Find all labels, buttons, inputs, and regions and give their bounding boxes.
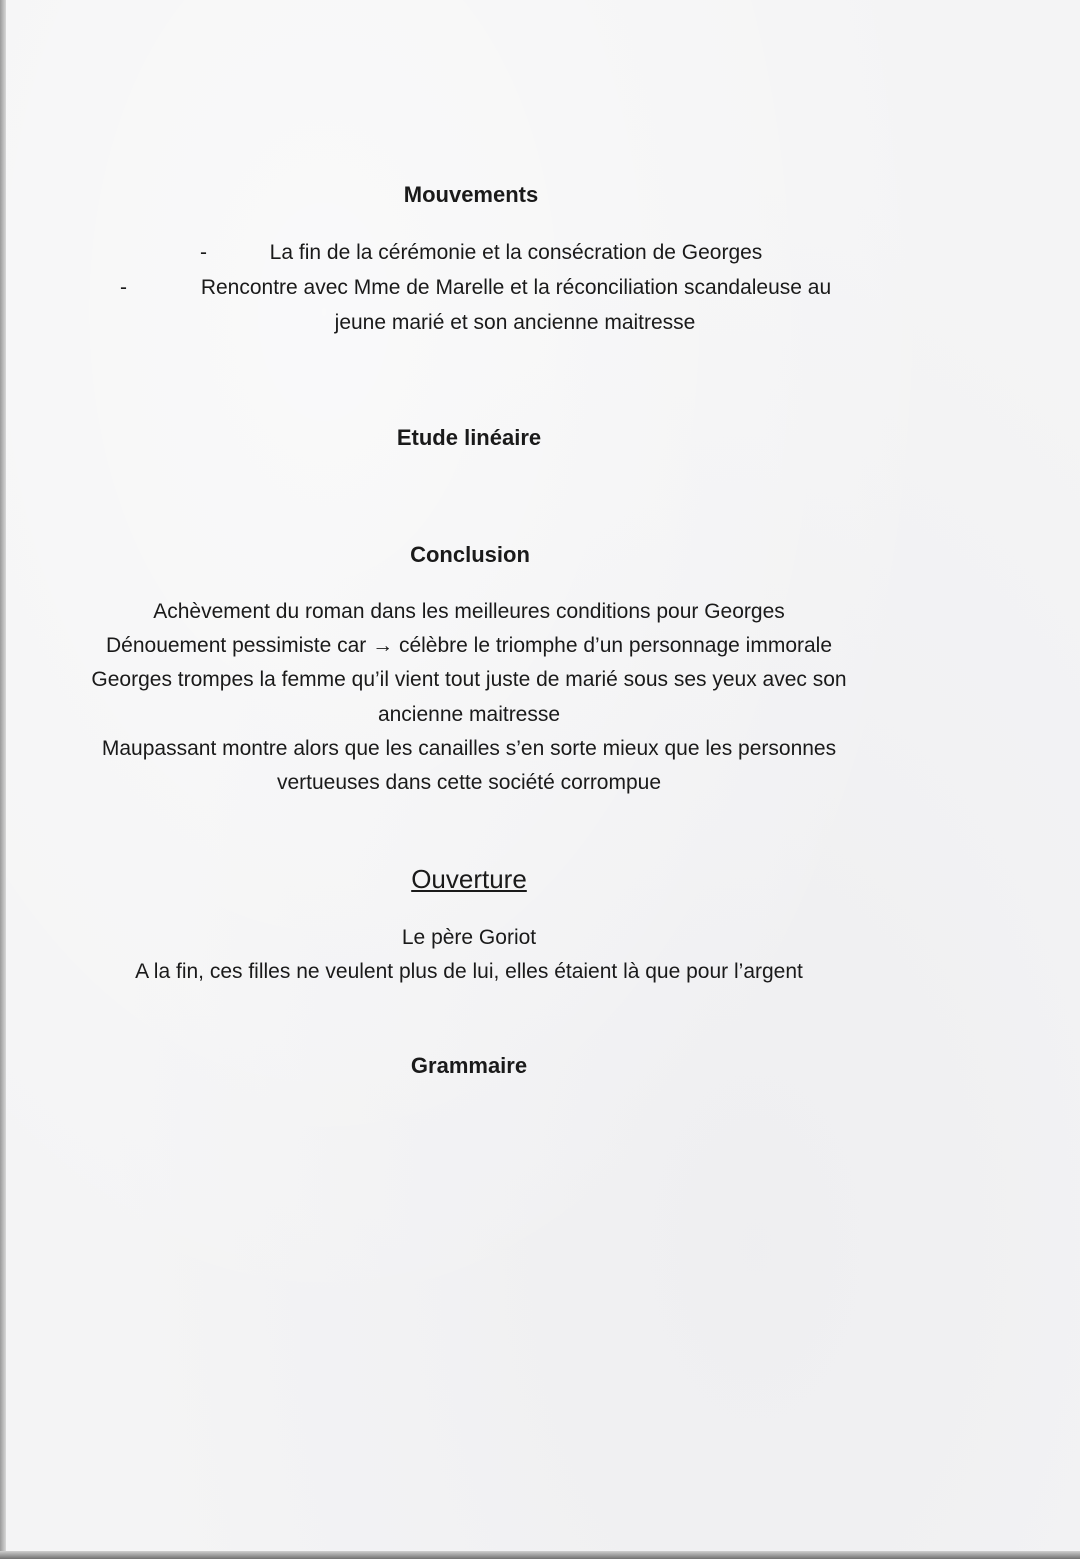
mouvements-heading: Mouvements	[403, 182, 539, 207]
conclusion-line-6: vertueuses dans cette société corrompue	[276, 771, 662, 794]
page-left-edge	[0, 0, 6, 1559]
bullet-dash: -	[200, 241, 207, 264]
conclusion-line-2: Dénouement pessimiste car → célèbre le triomphe d’un personnage immorale	[105, 634, 833, 657]
grammaire-heading: Grammaire	[410, 1053, 528, 1078]
ouverture-heading: Ouverture	[411, 864, 527, 894]
ouverture-line-1: Le père Goriot	[401, 926, 537, 949]
conclusion-line-4: ancienne maitresse	[377, 703, 561, 726]
etude-lineaire-heading: Etude linéaire	[396, 425, 542, 450]
conclusion-line-3: Georges trompes la femme qu’il vient tout juste de marié sous ses yeux avec son	[91, 668, 847, 691]
page-bottom-edge	[0, 1551, 1080, 1559]
mouvements-item-2-line-2: jeune marié et son ancienne maitresse	[334, 311, 696, 334]
conclusion-line-5: Maupassant montre alors que les canailles s’en sorte mieux que les personnes	[101, 737, 837, 760]
bullet-dash: -	[120, 276, 127, 299]
mouvements-item-2-line-1: Rencontre avec Mme de Marelle et la réconciliation scandaleuse au	[200, 276, 832, 299]
conclusion-heading: Conclusion	[410, 542, 530, 567]
ouverture-line-2: A la fin, ces filles ne veulent plus de lui, elles étaient là que pour l’argent	[135, 960, 803, 983]
conclusion-line-1: Achèvement du roman dans les meilleures conditions pour Georges	[153, 600, 785, 623]
mouvements-item-1: La fin de la cérémonie et la consécration de Georges	[269, 241, 763, 264]
